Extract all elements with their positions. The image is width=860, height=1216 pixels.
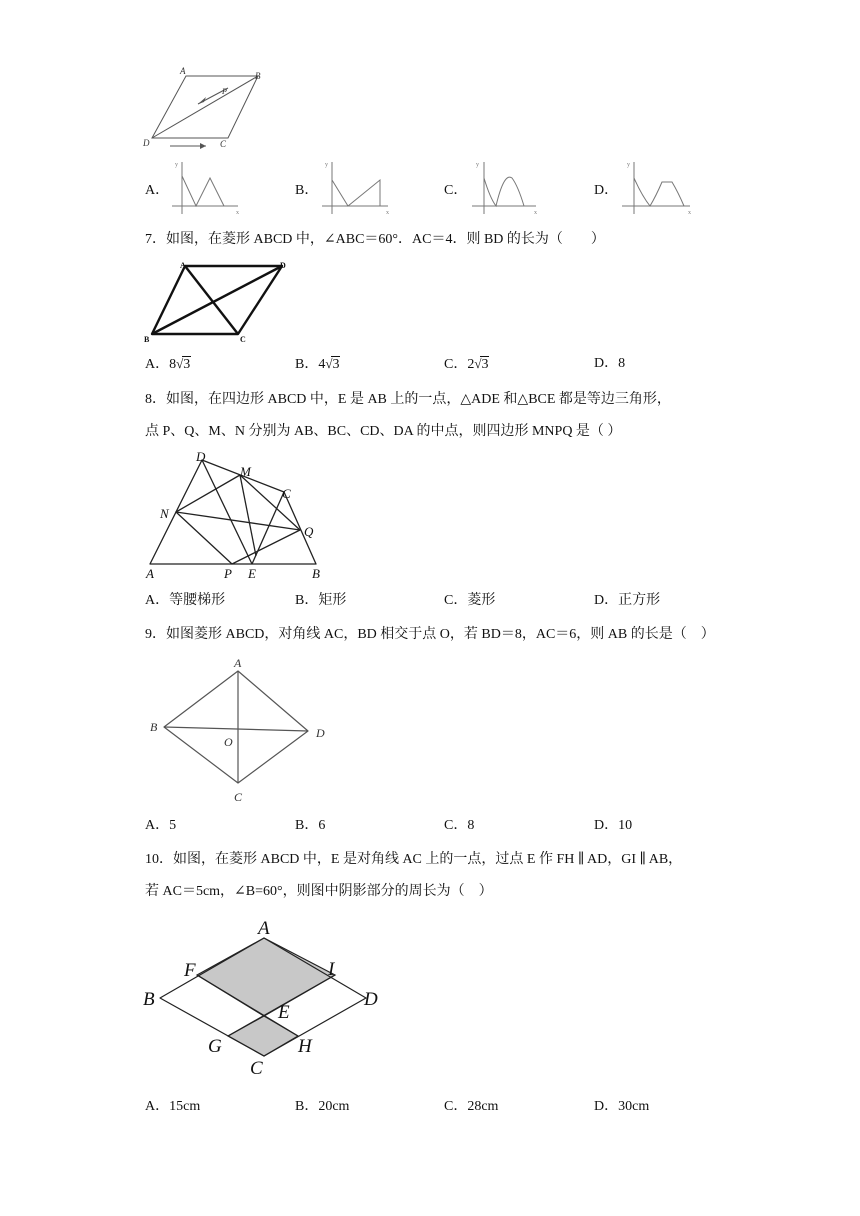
q7-label-d: D [280,261,286,270]
q8-quadrilateral-figure [140,446,340,586]
q10-option-c-letter: C． [444,1099,468,1114]
q6-option-a-letter[interactable]: A． [145,183,170,198]
q6-label-d: D [143,138,150,148]
q7-option-b-coef: 4 [318,357,326,372]
q7-option-c-coef: 2 [467,357,475,372]
q8-option-b-value: 矩形 [318,593,347,608]
q6-b-x-axis-label: x [386,210,389,216]
q6-option-c-letter[interactable]: C． [444,183,468,198]
q9-label-d: D [316,726,325,740]
q9-rhombus-figure [140,655,340,805]
q10-label-c: C [250,1058,263,1079]
q7-option-a-letter: A． [145,357,170,372]
q8-question-line-1: 8．如图，在四边形 ABCD 中，E 是 AB 上的一点，△ADE 和△BCE 都是等边三角形， [145,392,671,407]
q6-d-y-axis-label: y [627,162,630,168]
q9-option-b-value: 6 [318,818,326,833]
q8-option-a[interactable] [145,591,225,611]
q9-option-d-value: 10 [618,818,633,833]
q7-option-c-radicand: 3 [481,357,489,372]
q10-option-c[interactable] [444,1097,498,1117]
q6-a-y-axis-label: y [175,162,178,168]
q10-label-f: F [184,960,196,981]
q6-option-c-graph[interactable] [466,158,546,218]
q10-label-d: D [364,989,378,1010]
q9-question-text: 9．如图菱形 ABCD，对角线 AC，BD 相交于点 O，若 BD＝8，AC＝6，则 AB 的长是（ ） [145,627,715,642]
q10-option-d[interactable] [594,1097,649,1117]
q10-option-d-letter: D． [594,1099,619,1114]
q10-option-a[interactable] [145,1097,200,1117]
q9-label-a: A [234,656,242,670]
q10-question-line-2: 若 AC＝5cm，∠B=60°，则图中阴影部分的周长为（ ） [145,884,493,899]
q6-option-d-graph[interactable] [618,158,698,218]
q10-option-b-letter: B． [295,1099,319,1114]
q8-label-n: N [160,506,169,521]
q6-option-b-graph[interactable] [318,158,398,218]
q8-option-c-value: 菱形 [467,593,496,608]
q8-label-m: M [240,464,251,479]
q8-option-a-value: 等腰梯形 [169,593,226,608]
q6-label-p: P [222,87,227,96]
q6-c-y-axis-label: y [476,162,479,168]
q9-option-d[interactable] [594,816,632,836]
q8-option-d[interactable] [594,591,660,611]
q8-label-a: A [146,566,154,581]
q10-label-h: H [298,1036,312,1057]
q8-option-b-letter: B． [295,593,319,608]
q7-option-b[interactable] [295,354,340,375]
q7-label-a: A [180,261,186,270]
q7-question-text: 7．如图，在菱形 ABCD 中，∠ABC＝60°．AC＝4．则 BD 的长为（ ） [145,232,605,247]
q9-option-c-value: 8 [467,818,475,833]
q9-label-o: O [224,735,233,749]
q7-label-b: B [144,335,150,344]
q10-option-c-value: 28cm [467,1099,499,1114]
q7-label-c: C [240,335,246,344]
q7-option-b-letter: B． [295,357,319,372]
q7-option-a[interactable] [145,354,191,375]
q8-label-d: D [196,449,206,464]
q10-label-e: E [278,1002,290,1023]
q9-option-c-letter: C． [444,818,468,833]
q6-label-b: B [255,71,261,81]
q6-label-a: A [180,66,186,76]
q10-label-g: G [208,1036,222,1057]
q6-c-x-axis-label: x [534,210,537,216]
q8-option-c-letter: C． [444,593,468,608]
q8-label-c: C [282,486,291,501]
q6-parallelogram-figure [140,62,280,152]
q7-option-b-radicand: 3 [332,357,340,372]
q7-option-d[interactable] [594,354,625,374]
q10-question-line-1: 10．如图，在菱形 ABCD 中，E 是对角线 AC 上的一点，过点 E 作 FH ∥ AD，GI ∥ AB， [145,852,683,867]
q7-option-d-value: 8 [618,356,626,371]
q9-option-a[interactable] [145,816,176,836]
q7-option-c-sqrt: √3 [474,356,489,372]
q8-option-d-value: 正方形 [618,593,661,608]
q6-d-x-axis-label: x [688,210,691,216]
q8-label-b: B [312,566,320,581]
q8-option-a-letter: A． [145,593,170,608]
q9-label-c: C [234,790,243,804]
q10-option-b-value: 20cm [318,1099,350,1114]
q10-option-d-value: 30cm [618,1099,650,1114]
q9-option-a-value: 5 [169,818,177,833]
q6-label-c: C [220,139,227,149]
q10-label-i: I [328,959,335,980]
q8-label-p: P [224,566,232,581]
q8-label-q: Q [304,524,314,539]
q9-option-d-letter: D． [594,818,619,833]
q9-option-b-letter: B． [295,818,319,833]
q7-option-c-letter: C． [444,357,468,372]
q10-label-a: A [258,918,270,939]
q6-a-x-axis-label: x [236,210,239,216]
q8-option-b[interactable] [295,591,346,611]
q7-option-a-coef: 8 [169,357,177,372]
q9-option-c[interactable] [444,816,474,836]
q6-option-b-letter[interactable]: B． [295,183,319,198]
q10-rhombus-figure [140,912,400,1082]
q10-option-b[interactable] [295,1097,349,1117]
q9-option-a-letter: A． [145,818,170,833]
q9-label-b: B [150,720,158,734]
q9-option-b[interactable] [295,816,325,836]
q7-option-a-sqrt: √3 [176,356,191,372]
q10-label-b: B [143,989,155,1010]
q7-option-d-letter: D． [594,356,619,371]
q8-question-line-2: 点 P、Q、M、N 分别为 AB、BC、CD、DA 的中点，则四边形 MNPQ 是（ ） [145,424,622,439]
q6-option-d-letter[interactable]: D． [594,183,619,198]
q7-option-c[interactable] [444,354,489,375]
q8-label-e: E [248,566,256,581]
q10-option-a-letter: A． [145,1099,170,1114]
q8-option-c[interactable] [444,591,495,611]
q6-b-y-axis-label: y [325,162,328,168]
q6-option-a-graph[interactable] [168,158,248,218]
q8-option-d-letter: D． [594,593,619,608]
q7-option-a-radicand: 3 [183,357,191,372]
q7-rhombus-figure [140,258,290,346]
q7-option-b-sqrt: √3 [325,356,340,372]
q10-option-a-value: 15cm [169,1099,201,1114]
